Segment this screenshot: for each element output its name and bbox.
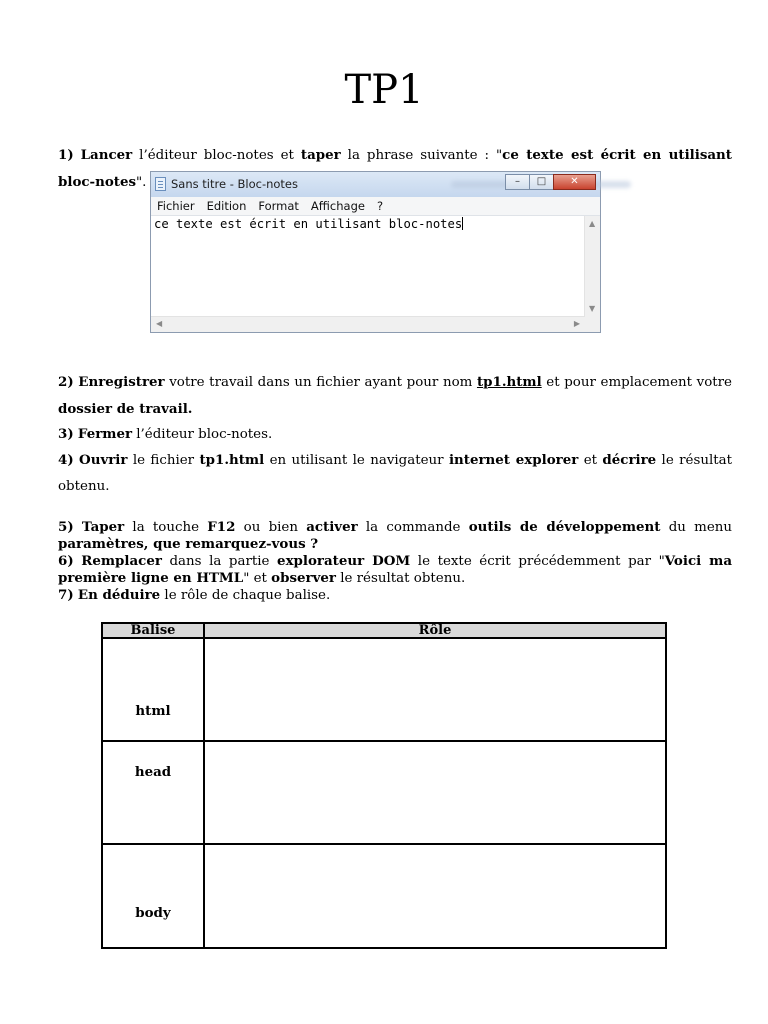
notepad-titlebar [151, 172, 600, 197]
notepad-text-area[interactable] [153, 216, 584, 316]
step-5-tools: outils de développement [468, 519, 661, 535]
step-5-key: F12 [207, 519, 236, 535]
tag-cell [102, 844, 204, 948]
header-role: Rôle [204, 623, 666, 638]
menu-help[interactable]: ? [376, 199, 384, 213]
step-5-text-a: la touche [124, 520, 208, 535]
role-cell-body[interactable] [204, 844, 666, 948]
step-7-verb: En déduire [77, 587, 161, 603]
table-row [102, 638, 666, 741]
step-6-text-c: " et [243, 571, 272, 586]
menu-format[interactable]: Format [258, 199, 299, 213]
table-header-row [102, 623, 666, 638]
window-controls [506, 174, 596, 191]
step-1-verb-2: taper [300, 147, 341, 163]
notepad-text: ce texte est écrit en utilisant bloc-notes [154, 217, 463, 231]
step-4-text-a: le fichier [127, 453, 200, 468]
step-4-text-c: et [578, 453, 603, 468]
step-1-phrase: ce texte est écrit en utilisant bloc-notes [58, 147, 732, 190]
step-6-phrase: Voici ma première ligne en HTML [58, 553, 733, 586]
step-5 [58, 519, 732, 553]
role-cell-head[interactable] [204, 741, 666, 844]
header-balise: Balise [102, 623, 204, 638]
close-button[interactable]: ✕ [553, 174, 596, 190]
step-4-text-d: le résultat obtenu. [58, 453, 733, 494]
tag-body: body [135, 905, 171, 921]
notepad-window [150, 171, 601, 333]
step-6 [58, 553, 732, 587]
step-4-verb: Ouvrir [79, 452, 128, 468]
step-1-verb: Lancer [80, 147, 133, 163]
minimize-button[interactable]: – [505, 174, 530, 190]
text-caret [462, 217, 463, 230]
step-6-text-d: le résultat obtenu. [335, 571, 466, 586]
notepad-title: Sans titre - Bloc-notes [171, 177, 298, 191]
step-1-text-a: l’éditeur bloc-notes et [132, 148, 301, 163]
step-4-browser: internet explorer [448, 452, 579, 468]
horizontal-scrollbar[interactable] [151, 316, 585, 332]
tag-head: head [134, 764, 172, 780]
menu-edition[interactable]: Edition [206, 199, 247, 213]
step-5-question: paramètres, que remarquez-vous ? [58, 536, 319, 552]
step-6-number: 6) [58, 553, 74, 569]
scroll-right-icon[interactable]: ▶ [573, 319, 580, 328]
step-5-text-d: du menu [660, 520, 732, 535]
page-title: TP1 [344, 67, 424, 113]
step-4-number: 4) [58, 452, 74, 468]
table-row [102, 741, 666, 844]
step-7 [58, 587, 732, 604]
step-3 [58, 421, 732, 448]
step-2-number: 2) [58, 374, 74, 390]
step-7-number: 7) [58, 587, 74, 603]
tag-cell [102, 638, 204, 741]
menu-affichage[interactable]: Affichage [310, 199, 365, 213]
step-5-number: 5) [58, 519, 74, 535]
step-2-filename: tp1.html [476, 374, 542, 390]
step-6-verb: Remplacer [81, 553, 162, 569]
step-6-verb-2: observer [271, 570, 336, 586]
step-4-verb-2: décrire [602, 452, 657, 468]
step-6-text-b: le texte écrit précédemment par " [410, 554, 665, 569]
step-3-verb: Fermer [77, 426, 133, 442]
tag-cell [102, 741, 204, 844]
step-5-verb: Taper [81, 519, 125, 535]
vertical-scrollbar[interactable] [584, 216, 600, 317]
table-row [102, 844, 666, 948]
step-4-filename: tp1.html [199, 452, 265, 468]
scroll-left-icon[interactable]: ◀ [156, 319, 163, 328]
menu-fichier[interactable]: Fichier [157, 199, 195, 213]
tag-html: html [135, 703, 171, 719]
step-4-text-b: en utilisant le navigateur [264, 453, 449, 468]
scrollbar-corner [585, 317, 600, 332]
step-1-text-c: ". [136, 175, 147, 190]
step-1-text-b: la phrase suivante : " [340, 148, 503, 163]
step-6-text-a: dans la partie [161, 554, 278, 569]
step-5-text-b: ou bien [235, 520, 307, 535]
scroll-up-icon[interactable]: ▲ [589, 219, 596, 228]
step-2-verb: Enregistrer [78, 374, 165, 390]
step-2-folder: dossier de travail. [58, 401, 193, 417]
step-2-text-a: votre travail dans un fichier ayant pour nom [164, 375, 477, 390]
step-1-number: 1) [58, 147, 74, 163]
balise-role-table [101, 622, 667, 949]
step-2-text-b: et pour emplacement votre [541, 375, 732, 390]
maximize-button[interactable]: □ [529, 174, 554, 190]
step-3-number: 3) [58, 426, 74, 442]
step-5-text-c: la commande [357, 520, 469, 535]
step-7-text: le rôle de chaque balise. [160, 588, 331, 603]
notepad-app-icon [155, 177, 166, 191]
step-6-dom: explorateur DOM [277, 553, 411, 569]
role-cell-html[interactable] [204, 638, 666, 741]
scroll-down-icon[interactable]: ▼ [589, 304, 596, 313]
notepad-menubar [151, 197, 600, 216]
step-3-text: l’éditeur bloc-notes. [132, 427, 273, 442]
step-2 [58, 369, 732, 423]
step-5-verb-2: activer [306, 519, 358, 535]
step-4 [58, 447, 732, 500]
